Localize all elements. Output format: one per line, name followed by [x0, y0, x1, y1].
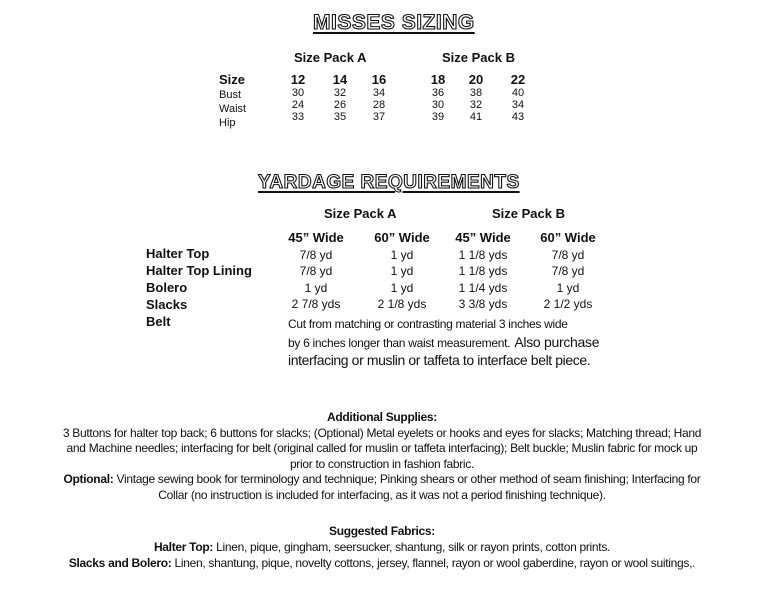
waist-value: 24 — [291, 99, 305, 111]
supplies-line-3: prior to construction in fashion fabric. — [289, 456, 475, 471]
yardage-cell: 1 yd — [556, 280, 580, 295]
size-20: 20 — [468, 72, 484, 87]
size-14: 14 — [332, 72, 348, 87]
belt-note-line-2 — [288, 334, 599, 352]
hip-value: 33 — [291, 111, 305, 123]
optional-label: Optional: — [63, 472, 114, 486]
hip-value: 35 — [333, 111, 347, 123]
belt-note-line-2a: by 6 inches longer than waist measurement. — [288, 336, 511, 350]
fabrics-slacks-line — [0, 555, 764, 571]
size-22: 22 — [510, 72, 526, 87]
width-header: 45” Wide — [288, 230, 344, 245]
halter-text: Linen, pique, gingham, seersucker, shantung, silk or rayon prints, cotton prints. — [213, 540, 611, 554]
item-halter-top-lining: Halter Top Lining — [146, 263, 252, 278]
width-header: 60” Wide — [374, 230, 430, 245]
item-halter-top: Halter Top — [146, 246, 210, 261]
fabrics-title: Suggested Fabrics: — [329, 524, 435, 538]
bust-value: 38 — [469, 87, 483, 99]
sizing-row-label-hip: Hip — [219, 117, 236, 129]
yardage-cell: 1 yd — [304, 280, 328, 295]
supplies-optional-line-1 — [0, 472, 764, 488]
yardage-cell: 1 yd — [390, 280, 414, 295]
bust-value: 40 — [511, 87, 525, 99]
bust-value: 32 — [333, 87, 347, 99]
fabrics-section — [0, 523, 764, 571]
slacks-text: Linen, shantung, pique, novelty cottons, jersey, flannel, rayon or wool gaberdine, rayon or wool suitings,. — [171, 556, 696, 570]
hip-value: 37 — [372, 111, 386, 123]
yardage-cell: 2 1/8 yds — [377, 297, 427, 311]
sizing-row-label-size: Size — [219, 72, 246, 87]
supplies-section — [0, 410, 764, 503]
width-header: 60” Wide — [540, 230, 596, 245]
size-12: 12 — [290, 72, 306, 87]
sizing-pack-b-label: Size Pack B — [442, 50, 515, 65]
size-18: 18 — [430, 72, 446, 87]
yardage-item-labels — [146, 245, 252, 330]
slacks-label: Slacks and Bolero: — [68, 556, 172, 570]
yardage-pack-a-label: Size Pack A — [324, 206, 397, 221]
supplies-line-2: and Machine needles; interfacing for belt (original called for muslin or taffeta interfacing); Belt buckle; Muslin fabric for mock up — [66, 441, 698, 455]
supplies-title: Additional Supplies: — [327, 410, 437, 424]
hip-value: 39 — [431, 111, 445, 123]
waist-value: 32 — [469, 99, 483, 111]
fabrics-halter-line — [0, 539, 764, 555]
sizing-row-label-bust: Bust — [219, 89, 242, 101]
yardage-cell: 1 1/8 yds — [458, 247, 508, 262]
yardage-cell: 3 3/8 yds — [458, 297, 508, 311]
size-16: 16 — [371, 72, 387, 87]
belt-note-line-1: Cut from matching or contrasting material 3 inches wide — [288, 317, 568, 331]
sizing-row-label-waist: Waist — [219, 103, 247, 115]
item-bolero: Bolero — [146, 280, 188, 295]
waist-value: 30 — [431, 99, 445, 111]
waist-value: 28 — [372, 99, 386, 111]
waist-value: 26 — [333, 99, 347, 111]
sizing-pack-a-label: Size Pack A — [294, 50, 367, 65]
bust-value: 34 — [372, 87, 386, 99]
width-header: 45” Wide — [455, 230, 511, 245]
yardage-cell: 7/8 yd — [299, 247, 333, 262]
bust-value: 30 — [291, 87, 305, 99]
optional-text: Vintage sewing book for terminology and technique; Pinking shears or other method of seam finishing; Interfacing for — [113, 472, 701, 486]
item-belt: Belt — [146, 314, 171, 329]
yardage-cell: 1 1/4 yds — [458, 280, 508, 295]
hip-value: 41 — [469, 111, 483, 123]
supplies-line-1: 3 Buttons for halter top back; 6 buttons for slacks; (Optional) Metal eyelets or hooks and eyes for slacks; Matching thread; Hand — [62, 425, 702, 440]
yardage-cell: 2 1/2 yds — [543, 297, 593, 311]
yardage-title: YARDAGE REQUIREMENTS — [258, 172, 520, 193]
yardage-pack-b-label: Size Pack B — [492, 206, 565, 221]
yardage-cell: 7/8 yd — [551, 247, 585, 262]
item-slacks: Slacks — [146, 297, 188, 312]
yardage-cell: 1 yd — [390, 264, 414, 278]
bust-value: 36 — [431, 87, 445, 99]
supplies-optional-line-2: Collar (no instruction is included for interfacing, as it was not a period finishing technique). — [158, 487, 606, 502]
sizing-title: MISSES SIZING — [313, 11, 475, 34]
yardage-cell: 1 1/8 yds — [458, 264, 508, 278]
yardage-cell: 7/8 yd — [299, 264, 333, 278]
yardage-cell: 7/8 yd — [551, 264, 585, 278]
waist-value: 34 — [511, 99, 525, 111]
yardage-cell: 2 7/8 yds — [291, 297, 341, 311]
belt-note-line-3: interfacing or muslin or taffeta to interface belt piece. — [288, 352, 591, 368]
belt-note-line-2b: Also purchase — [514, 334, 600, 350]
hip-value: 43 — [511, 111, 525, 123]
halter-label: Halter Top: — [153, 540, 214, 554]
yardage-cell: 1 yd — [390, 247, 414, 262]
